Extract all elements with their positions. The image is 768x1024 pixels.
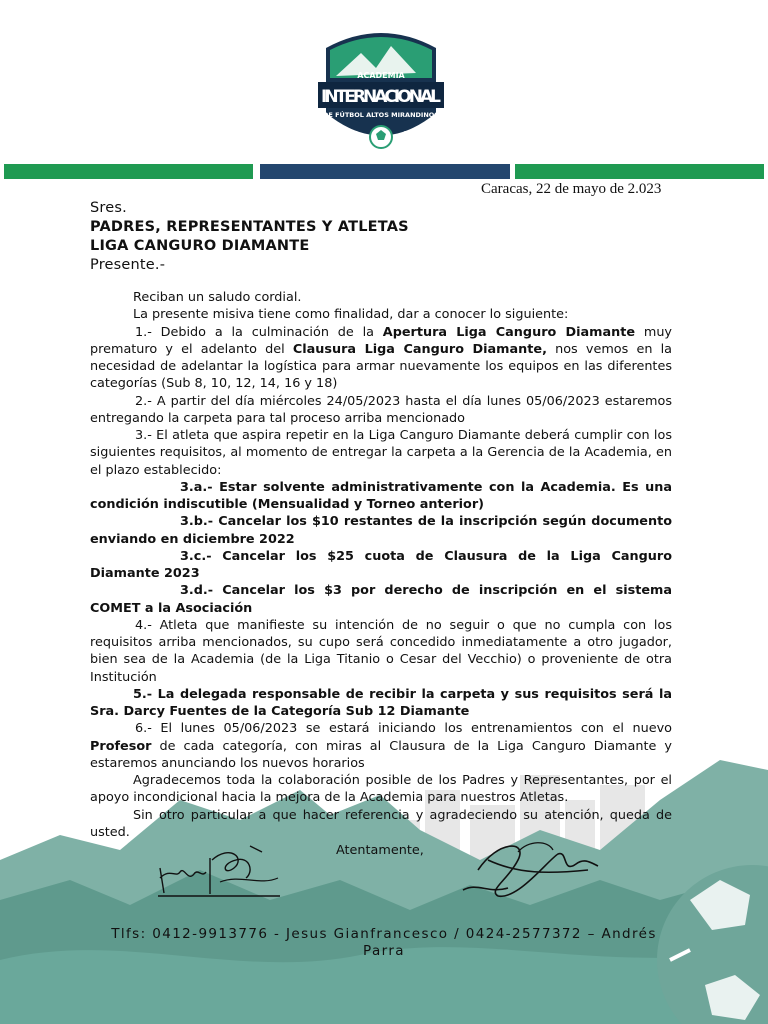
- contact-footer: [96, 926, 672, 960]
- closing-paragraph: Sin otro particular a que hacer referencia y agradeciendo su atención, queda de usted.: [90, 807, 672, 840]
- salutation: Sres.: [90, 200, 127, 216]
- letter-date: Caracas, 22 de mayo de 2.023: [481, 181, 662, 197]
- point-6: 6.- El lunes 05/06/2023 se estará iniciando los entrenamientos con el nuevo Profesor de cada categoría, con miras al Clausura de la Liga Canguro Diamante y estaremos anunciando los nuevos horarios: [90, 721, 672, 771]
- point-3: 3.- El atleta que aspira repetir en la Liga Canguro Diamante deberá cumplir con los siguientes requisitos, al momento de entregar la carpeta a la Gerencia de la Academia, en el plazo establecido:: [90, 428, 672, 478]
- logo-top-text: ACADEMIA: [357, 71, 405, 80]
- greeting: Reciban un saludo cordial.: [133, 290, 302, 305]
- point-5: 5.- La delegada responsable de recibir la carpeta y sus requisitos será la Sra. Darcy Fuentes de la Categoría Sub 12 Diamante: [90, 686, 672, 719]
- point-2: 2.- A partir del día miércoles 24/05/2023 hasta el día lunes 05/06/2023 estaremos entregando la carpeta para tal proceso arriba mencionado: [90, 393, 672, 426]
- point-3d: 3.d.- Cancelar los $3 por derecho de inscripción en el sistema COMET a la Asociación: [90, 583, 672, 616]
- thanks-paragraph: Agradecemos toda la colaboración posible de los Padres y Representantes, por el apoyo incondicional hacia la mejora de la Academia para nuestros Atletas.: [90, 773, 672, 806]
- green-band-left: [4, 164, 253, 179]
- point-1: 1.- Debido a la culminación de la Apertura Liga Canguro Diamante muy prematuro y el adelanto del Clausura Liga Canguro Diamante, nos vemos en la necesidad de adelantar la logística para armar nuevamente los equipos en las diferentes categorías (Sub 8, 10, 12, 14, 16 y 18): [90, 324, 673, 392]
- point-3b: 3.b.- Cancelar los $10 restantes de la inscripción según documento enviando en diciembre 2022: [90, 514, 672, 547]
- contact-line-1: Tlfs: 0412-9913776 - Jesus Gianfrancesco / 0424-2577372 – Andrés: [111, 926, 657, 942]
- logo-year-right: 22: [403, 130, 413, 138]
- presente: Presente.-: [90, 257, 166, 273]
- letter-body: [90, 289, 672, 841]
- point-3c: 3.c.- Cancelar los $25 cuota de Clausura de la Liga Canguro Diamante 2023: [90, 548, 672, 581]
- blue-band-center: [260, 164, 510, 179]
- logo-main-text: INTERNACIONAL: [321, 87, 441, 107]
- contact-line-2: Parra: [363, 943, 405, 959]
- recipients-line-2: LIGA CANGURO DIAMANTE: [90, 238, 310, 254]
- intro: La presente misiva tiene como finalidad, dar a conocer lo siguiente:: [133, 307, 569, 323]
- green-band-right: [515, 164, 764, 179]
- point-3a: 3.a.- Estar solvente administrativamente con la Academia. Es una condición indiscutible (Mensualidad y Torneo anterior): [90, 479, 672, 512]
- logo-year-left: 20: [349, 130, 359, 138]
- signature-right: [458, 830, 608, 910]
- logo-sub-text: DE FÚTBOL ALTOS MIRANDINOS: [323, 111, 439, 119]
- academy-logo: [316, 18, 446, 154]
- recipients-line-1: PADRES, REPRESENTANTES Y ATLETAS: [90, 219, 409, 235]
- signature-left: [150, 838, 290, 908]
- atentamente: Atentamente,: [336, 843, 424, 858]
- point-4: 4.- Atleta que manifieste su intención de no seguir o que no cumpla con los requisitos arriba mencionados, su cupo será concedido inmediatamente a otro jugador, bien sea de la Academia (de la Liga Titanio o Cesar del Vecchio) o proveniente de otra Institución: [90, 617, 672, 685]
